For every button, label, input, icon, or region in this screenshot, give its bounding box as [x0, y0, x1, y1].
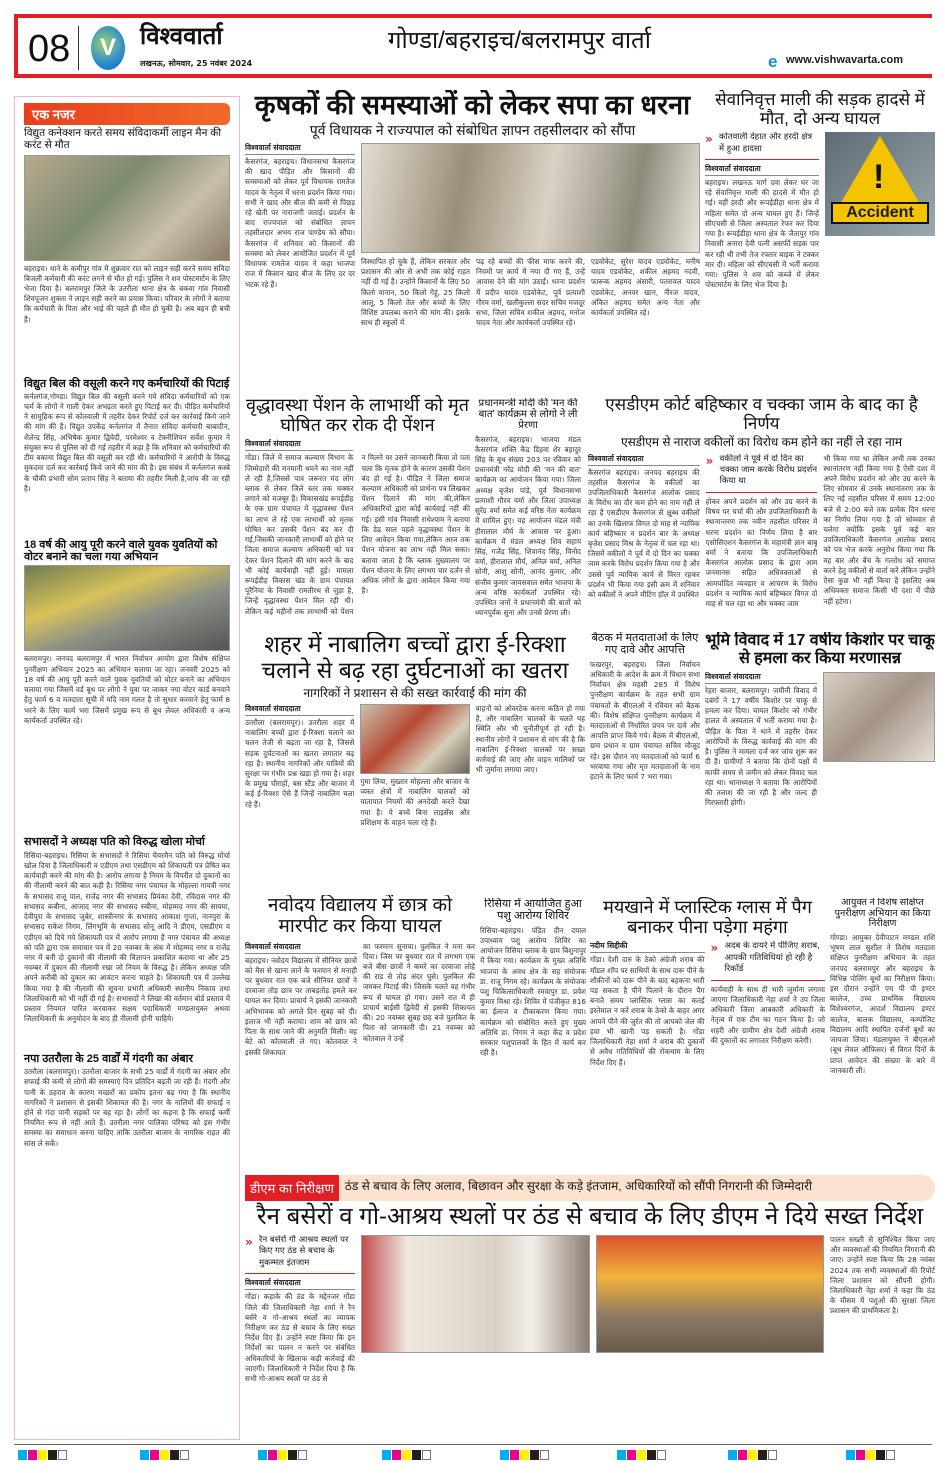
color-swatch: [48, 1450, 57, 1460]
erickshaw-article: [245, 632, 585, 888]
lead-headline[interactable]: कृषकों की समस्याओं को लेकर सपा का धरना: [254, 90, 691, 120]
lead-body: कैसरगंज, बहराइच। विधानसभा कैसरगंज की खाद पीड़ित और किसानों की समस्याओं को लेकर पूर्व विधायक रामतेज यादव के नेतृत्व में धरना प्रदर्शन किया गया। सभी ने खाद और बीज की कमी से पिछड़ रहे खेती पर नाराजगी जताई। प्रदर्शन के बाद राज्यपाल को संबोधित ज्ञापन तहसीलदार अभय राज पाण्डेय को सौंपा। कैसरगंज में शनिवार को किसानों की समस्या को लेकर आयोजित प्रदर्शन में पूर्व विधायक रामतेज यादव ने कहा भाजपा राज में किसान खाद बीज के लिए दर दर भटक रहे हैं।: [245, 156, 355, 289]
article-body: पालन सख्ती से सुनिश्चित किया जाए और व्यवस्थाओं की नियमित निगरानी की जाए। उन्होंने स्पष्ट किया कि 28 नवंबर 2024 तक सभी व्यवस्थाओं की रिपोर्ट जिला प्रशासन को सौंपनी होगी। जिलाधिकारी नेहा शर्मा ने कहा कि ठंड के मौसम में पशुओं की सुरक्षा जिला प्रशासन की प्राथमिकता है।: [830, 1234, 935, 1316]
color-swatch: [38, 1450, 47, 1460]
article-body: कैसरगंज बहराइच। जनपद बहराइच की तहसील कैसरगंज के वकीलों का उपजिलाधिकारी कैसरगंज आलोक प्रसाद के विरोध का दौर कम होने का नाम नहीं ले रहा है एसडीएम कैसरगंज से क्षुब्ध वकीलों का उनके खिलाफ विगत दो माह से न्यायिक कार्य बहिष्कार व प्रदर्शन बार के अध्यक्ष बृजेश प्रसाद मिश्र के नेतृत्व में चल रहा था। जिसमें वकीलों ने पूर्व में दो दिन का चक्का जाम करके विरोध प्रदर्शन किया गया है और उससे पूर्व न्यायिक कार्य से विरत रहकर प्रदर्शन भी किया गया इसी क्रम में शनिवार को वकीलों ने अपने मीटिंग हॉल में उपस्थित: [588, 467, 700, 600]
crosshair-mark-icon: [422, 1450, 431, 1460]
crosshair-mark-icon: [540, 1450, 549, 1460]
crosshair-mark-icon: [298, 1450, 307, 1460]
ek-nazar-tab: एक नजर: [24, 103, 230, 125]
double-chevron-icon: »: [245, 1234, 253, 1249]
color-swatch: [627, 1450, 636, 1460]
crosshair-mark-icon: [886, 1450, 895, 1460]
color-swatch: [268, 1450, 277, 1460]
mayakhane-col-1: [590, 941, 705, 1167]
navodaya-article: [245, 895, 475, 1167]
article-body: गोंडा। देशी दारु के ठेको अंग्रेजी शराब की मॉडल शॉप पर साथियों के साथ दारू पीने के शौकीनों को दारू पीने के बाद बहकना भारी पड़ सकता है पीने पिलाने के दौरान पैग बनाते समय प्लास्टिक ग्लास का कतई इस्तेमाल न करें शराब के ठेको के बाहर अगर आपने पीने की जुर्रत की तो आपको जेल की हवा भी खानी पड़ सकती है। गोंडा जिलाधिकारी नेहा शर्मा ने शराब की दुकानों से अवैध गतिविधियों की रोकथाम के लिए निर्देश दिए हैं।: [590, 955, 705, 1067]
color-swatch: [856, 1450, 865, 1460]
article-body: गोण्डा। आयुक्त देवीपाटन मण्डल शशि भूषण लाल सुशील ने विशेष मतदाता संक्षिप्त पुनरीक्षण अभियान के तहत जनपद बलरामपुर और बहराइच के विभिन्न पोलिंग बूथों का निरीक्षण किया। इस दौरान उन्होंने एम पी पी इण्टर कालेज, उच्च प्राथमिक विद्यालय विशेश्वरगंज, आदर्श विद्यालय इण्टर कालेज, बालक विद्यालय, कम्पोजिट विद्यालय आदि स्थापित दर्जनों बूथों का जायजा लिया। मंडलायुक्त ने बीएलओ (बूथ लेवल ऑफिसर) से विगत दिनों के प्राप्त आवेदन की संख्या के बारे में जानकारी ली।: [830, 932, 935, 1075]
lead-story: [245, 90, 700, 382]
color-swatch: [278, 1450, 287, 1460]
color-swatch: [758, 1450, 767, 1460]
accident-photo: [825, 132, 935, 236]
color-registration-bar: [140, 1450, 189, 1460]
color-registration-bar: [382, 1450, 431, 1460]
bhumi-article: [705, 632, 935, 888]
right-lead-body: [705, 132, 819, 382]
bhumi-col-1: [705, 672, 817, 888]
rain-basera-headline[interactable]: रैन बसेरों व गो-आश्रय स्थलों पर ठंड से बचाव के लिए डीएम ने दिये सख्त निर्देश: [256, 1203, 924, 1230]
color-swatch: [876, 1450, 885, 1460]
color-registration-bar: [18, 1450, 67, 1460]
rain-basera-photo-1: [361, 1235, 590, 1353]
rain-basera-article: [245, 1175, 935, 1440]
double-chevron-icon: »: [710, 941, 719, 956]
callout-text: रैन बसेरों गौ आश्रय स्थलों पर किए गए ठंड से बचाव के मुकम्मल इंतजाम: [259, 1234, 349, 1268]
byline: विश्ववार्ता संवाददाता: [245, 1278, 355, 1290]
globe-logo-icon: V: [91, 26, 125, 70]
color-swatch: [637, 1450, 646, 1460]
lead-body: विस्थापित हो चुके हैं, लेकिन सरकार और प्रशासन की ओर से अभी तक कोई राहत नहीं दी गई है। उन्होंने किसानों के लिए 50 किलो यानान, 50 किलो गेहूं, 25 किलो आलू, 5 किलो तेल और बच्चों के लिए विशिष्ट उपलब्ध कराने की मांग की। इसके साथ ही स्कूलों में: [361, 256, 470, 328]
section-title: गोण्डा/बहराइच/बलरामपुर वार्ता: [388, 27, 651, 54]
article-body: वाहनों को ओवरटेक करना कठिन हो गया है, और नाबालिग चालकों के चलते यह स्थिति और भी चुनौतीपूर्ण हो रही है। स्थानीय लोगों ने प्रशासन से मांग की है कि नाबालिग ई-रिक्शा चालकों पर सख्त कार्रवाई की जाए और वाहन मालिकों पर भी जुर्माना लगाया जाए।: [475, 703, 585, 775]
color-swatch: [617, 1450, 626, 1460]
baithak-article: [590, 632, 700, 888]
article-body: बहराइच। लखनऊ मार्ग दवा लेकर घर जा रहे सेवानिवृत्त माली की हादसे में मौत हो गई। वहीं हरदी और रूपईडीहा थाना क्षेत्र में महिला समेत दो अन्य घायल हुए हैं। जिन्हें सीएचसी से जिला अस्पताल रेफर कर दिया गया है। रूपईडीहा थाना क्षेत्र के जैतापुर गांव निवासी अनारा देवी पत्नी असर्फी सड़क पार कर रही थी तभी तेज रफ्तार बाइक ने टक्कर मार दी। महिला को सीएचसी में भर्ती कराया गया। पुलिस ने शव को कब्जे में लेकर पोस्टमार्टम के लिए भेज दिया है।: [705, 178, 819, 290]
article-body: गोंडा। जिले में समाज कल्याण विभाग के जिम्मेदारों की मनमानी थमने का नाम नहीं ले रही है,जिससे पात्र जरूरत मंद लोग ब्लाक से लेकर जिले स्तर तक चक्कर लगाने को मजबूर हैं। विकासखंड रूपईडीह के एक ग्राम पंचायत में वृद्धावस्था पेंशन का लाभ ले रहे एक लाभार्थी को मृतक घोषित कर उसकी पेंशन बंद कर दी गई,जिसकी जानकारी लाभार्थी को होने पर जिला समाज कल्याण अधिकारी को पत्र देकर पेंशन दिलाने की मांग करने के बाद भी कोई कार्यवाही नहीं हुई। मामला रूपईडीह विकास खंड के ग्राम पंचायत पूरैनिया के निवासी रामतीरथ से जुड़ा है, जिन्हें वृद्धावस्था पेंशन मिल रही थी। लेकिन कई महीनों तक लाभार्थी को पेंशन न मिलने पर उसने जानकारी किया तो पता चला कि मृतक होने के कारण उसकी पेंशन बंद हो गई है। पीड़ित ने जिला समाज कल्याण अधिकारी को प्रार्थना पत्र लिखकर पेंशन दिलाने की मांग की,लेकिन अधिकारियों द्वारा कोई कार्यवाई नहीं की गई। इसी गांव निवासी राधेश्याम ने बताया कि डेढ़ साल पहले वृद्धावस्था पेंशन के लिए आवेदन किया गया,लेकिन आज तक पेंशन योजना का लाभ नहीं मिल सका। बताया जाता है कि ब्लाक मुख्यालय पर पेंशन योजना के लिए लगभग चार दर्जन से अधिक लोगों के द्वारा आवेदन किया गया है।: [245, 453, 470, 616]
callout: [705, 132, 819, 160]
double-chevron-icon: »: [705, 132, 713, 147]
left-column: [14, 96, 240, 1440]
article-body: रिसिया-बहराइच। पंडित दीन दयाल उपाध्याय पशु आरोग्य शिविर का आयोजन रिसिया ब्लाक के ग्राम बिशुनापुर में किया गया। कार्यक्रम के मुख्य अतिथि भाजपा के अवध क्षेत्र के सह संयोजक डा. राजू निगम रहे। कार्यक्रम के संयोजक पशु चिकित्साधिकारी रमवापुर डा. प्रवेश कुमार मिश्रा रहे। शिविर में पंजीकृत 816 का ईलाज व टीकाकरण किया गया। कार्यक्रम को संबोधित करते हुए मुख्य अतिथि डा. निगम ने कहा केंद्र व प्रदेश सरकार पशुपालकों के हित में कार्य कर रही है।: [480, 925, 586, 1058]
article-body: गोंडा। कड़ाके की ठंड के मद्देनजर गोंडा जिले की जिलाधिकारी नेहा शर्मा ने रैन बसेरे व गो-आश्रय स्थलों का व्यापक निरीक्षण कर ठंड से बचाव के लिए सख्त निर्देश दिए हैं। उन्होंने स्पष्ट किया कि इन निर्देशों का पालन न करने पर संबंधित अधिकारियों के खिलाफ कड़ी कार्रवाई की जाएगी। जिलाधिकारी ने निर्देश दिया है कि सभी गो-आश्रय स्थलों पर ठंड से: [245, 1292, 355, 1384]
color-swatch: [28, 1450, 37, 1460]
right-lead: [705, 90, 935, 382]
right-lead-headline[interactable]: सेवानिवृत्त माली की सड़क हादसे में मौत, दो अन्य घायल: [715, 90, 925, 129]
byline: नदीम सिद्दीकी: [590, 941, 705, 953]
pension-headline[interactable]: वृद्धावस्था पेंशन के लाभार्थी को मृत घोषित कर रोक दी पेंशन: [245, 395, 469, 436]
article-body: उतरौला (बलरामपुर)। उतरौला बाजार के सभी 25 वार्डों में गंदगी का अंबार और सफाई की कमी से लोगों की समस्याएं दिन प्रतिदिन बढ़ती जा रही हैं। गंदगी और पानी के ठहराव के कारण मच्छरों का प्रकोप इतना बढ़ गया है कि स्थानीय नागरिकों ने प्रशासन से इसकी शिकायत की है। नगर के नालियों की सफाई न होने से गंदा पानी सड़कों पर बह रहा है। लोगों का कहना है कि सफाई कर्मी नियमित रूप से नहीं आते हैं। उतरौला नगर पालिका परिषद को इस गंभीर समस्या का समाधान करना चाहिए ताकि उतरौला बाजार के नागरिक राहत की सांस ले सकें।: [24, 1067, 230, 1148]
rain-basera-photo-2: [596, 1235, 825, 1353]
color-swatch: [288, 1450, 297, 1460]
byline: विश्ववार्ता संवाददाता: [245, 942, 357, 954]
article-body: रिसिया-बहराइच। रिसिया के सभासदों ने रिसिया चेयरमैन पति को विरुद्ध मोर्चा खोल दिया है जिलाधिकारी व एडीएम तथा एसडीएम को शिकायती पत्र प्रेषित कर कार्यवाही करने की मांग की है। आरोप लगाया है नियम के विपरीत दो दुकानों का की नीलामी करने की बात कही है। रिसिया नगर पंचायत के मोहल्ला गायत्री नगर के सभासद राजू पाल, राजेंद्र नगर की सभासद प्रियंका देवी, रविदास नगर की सभासद कबीना, आजाद नगर की सभासद रुबीना, मोहम्मद नगर की सायमा, देवीपुरा के सभासद जुबेर, शास्त्रीनगर के सभासद आकाश गुप्ता, नानपुरा के सभासद राकेश निगम, लिंगभूमि के सभासद सोनू आदि ने डीएम, एसडीएम व एडीएम को दिये गये शिकायती पत्र में आरोप लगाया है नगर पंचायत की अध्यक्ष को पति द्वारा एक समाचार पत्र में 20 नवम्बर के अंक में मोहम्मद नगर व राजेंद्र नगर में बनी दो दुकानों की नीलामी की विज्ञापन प्रकाशित कराया था और 25 नवम्बर में दुकान की नीलामी रखा जो नियम के विरुद्ध है। लेकिन अध्यक्ष पति अपने करीबी को दुकान का आवंटन करना चाहते है। शिकायती पत्र में उल्लेख किया गया है की नीलामी की सूचना प्रभारी अधिकारी स्थानीय निकाय तथा जिलाधिकारी को भी नहीं दी गई है। सभासदों ने लिखा की वर्तमान बोर्ड प्रस्ताव में प्रस्ताव नियमत पारित करवाकर सक्षम पदाधिकारी मण्डलायुक्त अथवा जिलाधिकारी के अनुमोदन के बाद ही नीलामी होनी चाहिये।: [24, 850, 230, 1024]
lead-subheadline: पूर्व विधायक ने राज्यपाल को संबोधित ज्ञापन तहसीलदार को सौंपा: [309, 122, 636, 139]
navodaya-col-1: [245, 942, 357, 1167]
article-headline[interactable]: सभासदों ने अध्यक्ष पति को विरुद्ध खोला मोर्चा: [24, 836, 205, 849]
byline: विश्ववार्ता संवाददाता: [705, 672, 817, 684]
color-registration-bar: [500, 1450, 549, 1460]
sdm-col-2: [706, 454, 818, 624]
sdm-subheadline: एसडीएम से नाराज वकीलों का विरोध कम होने का नहीं ले रहा नाम: [620, 435, 903, 450]
color-swatch: [170, 1450, 179, 1460]
article-body: उतरौला (बलरामपुर)। उतरौला शहर में नाबालिग बच्चों द्वारा ई-रिक्शा चलाने का चलन तेजी से बढ़ता जा रहा है, जिससे सड़क दुर्घटनाओं का खतरा लगातार बढ़ रहा है। स्थानीय नागरिकों और यात्रियों की सुरक्षा पर गंभीर प्रश्न खड़ा हो गया है। शहर के प्रमुख चौराहों, बस स्टैंड और बाजार में कई ई-रिक्शा ऐसे हैं जिन्हें नाबालिग चला रहे हैं।: [245, 717, 355, 809]
lead-body: एडवोकेट, सुरेश यादव एडवोकेट, मनीष यादव एडवोकेट, शकील अहमद नदवी, फारूक अहमद अंसारी, पतरावल यादव एडवोकेट, अनवर खान, नीरज यादव, अंकित अहमद समेत अन्य नेता और कार्यकर्ता उपस्थित रहे।: [591, 256, 700, 317]
callout: [711, 941, 826, 980]
erickshaw-col-1: [245, 704, 354, 888]
color-registration-bar: [846, 1450, 895, 1460]
mayakhane-headline[interactable]: मयखाने में प्लास्टिक ग्लास में पैग बनाकर पीना पड़ेगा महंगा: [603, 897, 812, 938]
article-body: कैसरगंज, बहराइच। भाजपा मंडल कैसरगंज शक्ति केंद्र डिहवा शेर बहादुर सिंह के बूथ संख्या 203 पर रविवार को प्रधानमंत्री नरेंद्र मोदी की 'मन की बात' कार्यक्रम का आयोजन किया गया। जिला अध्यक्ष बृजेश पांडे, पूर्व विधानसभा प्रत्याशी गौरव वर्मा और जिला उपाध्यक्ष सुरेंद्र वर्मा समेत कई वरिष्ठ नेता कार्यक्रम में शामिल हुए। यह आयोजन मंडल मंत्री हीरालाल मौर्य के आवास पर हुआ।कार्यक्रम में मंडल अध्यक्ष शिव सहाय सिंह, गजेंद्र सिंह, शिवानंद सिंह, विनोद वर्मा, हीरालाल मौर्य, अनिल वर्मा, अनिल सोनी, आशु सोनी, आनंद कुमार, और संजीव कुमार जायसवाल समेत भाजपा के अन्य वरिष्ठ कार्यकर्ता उपस्थित रहे। उपस्थित जनों ने प्रधानमंत्री की बातों को ध्यानपूर्वक सुना और उनसे प्रेरणा ली।: [475, 434, 581, 618]
color-swatch: [150, 1450, 159, 1460]
color-registration-bar: [617, 1450, 666, 1460]
banner-tag: डीएम का निरीक्षण: [245, 1175, 339, 1201]
callout: [706, 454, 818, 493]
browser-e-icon: e: [768, 52, 778, 71]
masthead: [14, 14, 932, 78]
article-headline[interactable]: विद्युत कनेक्शन करते समय संविदाकर्मी लाइन मैन की करंट से मौत: [24, 127, 222, 151]
paper-name: विश्ववार्ता: [140, 23, 223, 50]
erickshaw-subheadline: नागरिकों ने प्रशासन से की सख्त कार्रवाई की मांग की: [303, 685, 527, 700]
article-body: बहराइच। नवोदय विद्यालय में सीनियर छात्रों को मैस से खाना लाने के फरमान से मनाही पर बुधवार रात एक बजे सीनियर छात्रों ने दरवाजा तोड़ छात्र पर ताबड़तोड़ हमले कर घायल कर दिया। प्राचार्य ने इसकी जानकारी अभिभावक को अगले दिन सुबह को दी। इलाज भी नहीं कराया। शाम को छात्र को पिता के साथ जाने की अनुमति मिली। वह बेटे को कोतवाली ले गए। कोतवाल ने इसकी शिकायत: [245, 955, 357, 1057]
color-swatch: [520, 1450, 529, 1460]
mayakhane-article: [590, 897, 825, 1167]
banner-text: ठंड से बचाव के लिए अलाव, बिछावन और सुरक्षा के कड़े इंतजाम, अधिकारियों को सौंपी निगरानी की जिम्मेदारी: [344, 1179, 813, 1193]
byline: विश्ववार्ता संवाददाता: [588, 454, 700, 466]
byline: विश्ववार्ता संवाददाता: [245, 704, 354, 716]
color-swatch: [402, 1450, 411, 1460]
masthead-divider: [78, 26, 79, 70]
color-swatch: [18, 1450, 27, 1460]
byline: विश्ववार्ता संवाददाता: [705, 164, 819, 176]
rain-basera-col-1: [245, 1235, 355, 1440]
bhumi-headline[interactable]: भूमि विवाद में 17 वर्षीय किशोर पर चाकू से हमला कर किया मरणासन्न: [705, 632, 935, 667]
article-headline[interactable]: बैठक में मतदाताओं के लिए गए दावे और आपत्ति: [591, 632, 699, 657]
sdm-headline[interactable]: एसडीएम कोर्ट बहिष्कार व चक्का जाम के बाद का है निर्णय: [605, 395, 918, 434]
article-headline[interactable]: 18 वर्ष की आयु पूरी करने वाले युवक युवतियों को वोटर बनाने का चला गया अभियान: [24, 538, 218, 564]
color-swatch: [412, 1450, 421, 1460]
double-chevron-icon: »: [705, 453, 714, 468]
crosshair-mark-icon: [657, 1450, 666, 1460]
article-headline[interactable]: रिसिया में आयोजित हुआ पशु आरोग्य शिविर: [484, 898, 582, 923]
callout-text: कोतवाली देहात और हरदी क्षेत्र में हुआ हादसा: [719, 132, 813, 154]
byline: विश्ववार्ता संवाददाता: [245, 143, 355, 155]
erickshaw-headline[interactable]: शहर में नाबालिग बच्चों द्वारा ई-रिक्शा चलाने से बढ़ रहा दुर्घटनाओं का खतरा: [261, 632, 569, 683]
article-body: का फरमान सुनाया। पुलकित ने मना कर दिया। जिस पर बुधवार रात में लगभग एक बजे बीस छात्रों ने कमरे का दरवाजा लोहे की राड से तोड़ अंदर घुसे। पुलकित की जमकर पिटाई की। जिसके चलते वह गंभीर रूप से घायल हो गया। उसने रात में ही प्राचार्य बाईसी द्विवेदी से इसकी शिकायत की। 20 नवम्बर सुबह छह बजे पुलकित के पिता को जानकारी दी। 21 नवम्बर को कोतवाल ने उन्हें: [363, 941, 475, 1043]
color-swatch: [510, 1450, 519, 1460]
crosshair-mark-icon: [180, 1450, 189, 1460]
color-swatch: [140, 1450, 149, 1460]
page-number: 08: [28, 28, 71, 70]
article-body: भी किया गया था लेकिन अभी तक उनका स्थानांतरण नहीं किया गया है ऐसी दशा में अपने विरोध प्रदर्शन को और उग्र करने के लिए सोमवार से उनके स्थानांतरण तक के लिए नई तहसील परिसर में समय 12:00 बजे से 2:00 बजे तक प्रत्येक दिन धरना का निर्णय लिया गया है जो सोमवार से चलेगा क्योंकि इसके पूर्व कई बार उपजिलाधिकारी कैसरगंज आलोक प्रसाद को पत्र भेज करके अनुरोध किया गया कि वह बार और बेंच के गतरोध को समाप्त करने हेतु वकीलों से वार्ता करें लेकिन उन्होंने ऐसा कुछ भी नहीं किया है इसलिए अब अधिवक्ता समाज किसी भी दशा में पीछे नहीं हटेगा।: [823, 453, 935, 606]
crosshair-mark-icon: [58, 1450, 67, 1460]
article-body: बलरामपुर। जनपद बलरामपुर में भारत निर्वाचन आयोग द्वारा विशेष संक्षिप्त पुनरीक्षण अभियान 2025 का अभियान चलाया जा रहा। जनवरी 2025 को 18 वर्ष की आयु पूरी करने वाले युवक युवतियों को वोटर बनाने का अभियान चलाया गया जिसमें वर्ड बूथ पर लोगो ने युवा पर जाकर नया वोटर कार्ड बनवाने हेतु फार्म 6 व मतदाता सूची में यदि नाम गलत है तो सुधार करवाने हेतु फार्म 8 भरने के लिए फार्म भरा जिसमें प्रमुख रूप से बूथ लेवल अधिकारी व अन्य कार्यकर्ता उपस्थित रहे।: [24, 654, 230, 725]
color-swatch: [258, 1450, 267, 1460]
article-body: रेहरा बाजार, बलरामपुर। जमीनी विवाद में दबंगों ने 17 वर्षीय किशोर पर चाकू से हमला कर दिया। घायल किशोर को गंभीर हालत में अस्पताल में भर्ती कराया गया है। पीड़ित के पिता ने थाने में तहरीर देकर आरोपियों के विरुद्ध कार्रवाई की मांग की है। पुलिस ने मामला दर्ज कर जांच शुरू कर दी है। ग्रामीणों ने बताया कि दोनों पक्षों में काफी समय से जमीन को लेकर विवाद चल रहा था। थानाध्यक्ष ने बताया कि आरोपियों की तलाश की जा रही है और जल्द ही गिरफ्तारी होगी।: [705, 685, 817, 808]
accident-label: Accident: [831, 202, 929, 224]
article-headline[interactable]: आयुक्त ने विशेष संक्षिप्त पुनरीक्षण अभियान का किया निरीक्षण: [834, 898, 931, 930]
lead-body: पढ़ रहे बच्चों की फीस माफ करने की, नियमों पर कार्य में नया दौ गए हैं, उन्हें आवास देने की मांग उठाई। धरना प्रदर्शन में प्रदीप यादव एडवोकेट, पूर्व प्रत्याशी गौरव वर्मा, खलीकुल्ला सदर सचिव मजदूर सभा, जिला सचिव शकील अहमद, मनोज यादव नेता और कार्यकर्ता उपस्थित रहे।: [476, 256, 585, 328]
mann-ki-baat-article: [475, 398, 581, 623]
color-swatch: [748, 1450, 757, 1460]
lead-photo: [361, 143, 700, 253]
bhumi-photo: [823, 672, 935, 762]
navodaya-headline[interactable]: नवोदय विद्यालय में छात्र को मारपीट कर किया घायल: [267, 895, 453, 938]
article-headline[interactable]: विद्युत बिल की वसूली करने गए कर्मचारियों की पिटाई: [24, 377, 230, 390]
color-registration-bar: [258, 1450, 307, 1460]
erickshaw-photo: [360, 704, 469, 774]
color-swatch: [866, 1450, 875, 1460]
article-body: बहराइच। थाने के कमीपुर गांव में शुक्रवार रात को लाइन सही करने समय संविदा बिजली कर्मचारी की करंट लगने से मौत हो गई। पुलिस ने शव पोस्टमार्टम के लिए भेजा दिया है। बलरामपुर जिले के उतरौला थाना क्षेत्र के बकवा गांव निवासी शिवपूजन शुक्ला ने लाइन सही करने का प्रयास किया। परिवार के लोगों ने बताया कि कर्मचारी के पिता और भाई की पहले ही मौत हो चुकी है। अब बहन ही बची है।: [24, 263, 230, 324]
lead-col-1: [245, 143, 355, 382]
website-link[interactable]: www.vishwavarta.com: [786, 54, 903, 66]
article-headline[interactable]: नपा उतरौला के 25 वार्डों में गंदगी का अंबार: [24, 1052, 193, 1065]
pension-article: [245, 395, 470, 623]
article-body: फखरपुर, बहराइच। जिला निर्वाचन अधिकारी के आदेश के क्रम में विधान सभा निर्वाचन क्षेत्र महसी 285 में विशेष पुनरीक्षण कार्यक्रम के तहत सभी ग्राम पंचायतों के बीएलओ ने रविवार को बैठक की। विशेष संक्षिप्त पुनरीक्षण कार्यक्रम में मतदाताओं से निर्धारित प्रपत्र पर दावे और आपत्ति प्राप्त किये गये। बैठक में बीएलओ, ग्राम प्रधान व ग्राम पंचायत सचिव मौजूद रहे। इस दौरान नए मतदाताओं को फार्म 6 भरवाया गया और मृत मतदाताओं के नाम हटाने के लिए फार्म 7 भरा गया।: [590, 659, 700, 782]
color-swatch: [738, 1450, 747, 1460]
callout: [245, 1235, 355, 1274]
inspection-banner: [245, 1175, 935, 1201]
article-photo: [24, 155, 230, 261]
callout-text: वकीलों ने पूर्व में दो दिन का चक्का जाम करके विरोध प्रदर्शन किया था: [719, 453, 818, 487]
article-headline[interactable]: प्रधानमन्त्री मोदी की 'मन की बात' कार्यक्रम से लोगो ने ली प्रेरणा: [478, 398, 578, 432]
exclamation-mark: !: [873, 158, 885, 197]
byline: विश्ववार्ता संवाददाता: [245, 439, 353, 451]
mayakhane-col-2: [711, 941, 826, 1167]
crosshair-mark-icon: [768, 1450, 777, 1460]
color-swatch: [846, 1450, 855, 1460]
ayukt-article: [830, 898, 935, 1167]
color-swatch: [728, 1450, 737, 1460]
color-swatch: [160, 1450, 169, 1460]
article-photo: [24, 565, 230, 651]
color-swatch: [392, 1450, 401, 1460]
erickshaw-col-2: [360, 704, 469, 888]
sdm-col-1: [588, 454, 700, 624]
color-swatch: [382, 1450, 391, 1460]
callout-text: अदब के दायरे में पीजिए शराब, आपकी गतिविधियां हो रही है रिकॉर्ड: [724, 941, 820, 975]
article-body: कार्यवाही के साथ ही भारी जुर्माना लगाया जाएगा जिलाधिकारी नेहा शर्मा ने उप जिला अधिकारी जिला आबकारी अधिकारी के नेतृत्व में एक टीम का गठन किया है। जो शहरी और ग्रामीण क्षेत्र देशी अंग्रेजी शराब की दुकानों का लगातार निरीक्षण करेगी।: [710, 984, 825, 1045]
color-swatch: [500, 1450, 509, 1460]
lead-right-part: [361, 143, 700, 382]
article-body: गुमा लिया, मुख्तार मोहल्ला और बाजार के व्यस्त क्षेत्रों में नाबालिग चालकों को यातायात नियमों की अनदेखी करते देखा गया है। ये बच्चे बिना लाइसेंस और प्रशिक्षण के वाहन चला रहे हैं।: [360, 776, 470, 827]
sdm-article: [588, 395, 935, 623]
color-swatch: [647, 1450, 656, 1460]
article-body: कर्नलगंज,गोण्डा। विद्युत बिल की वसूली करने गये संविदा कर्मचारियों को एक फर्म के लोगों ने गाली देकर अभद्रता करते हुए पिटाई कर दी। पीड़ित कर्मचारियों ने सामूहिक रूप से कोतवाली में तहरीर देकर रिपोर्ट दर्ज कर कार्रवाई किये जाने की मांग की है। विद्युत उपकेंद्र कर्नलगंज में तैनात संविदा कर्मचारी बाबादीन, शैलेन्द्र सिंह, अभिषेक कुमार द्विवेदी, परमेश्वर व टेक्नीशियन सर्वेश कुमार ने संयुक्त रूप से पुलिस को दी गई तहरीर में कहा है कि शनिवार को कर्मचारियों की टीम बकाया विद्युत बिल की वसूली कर रही थी। कर्मचारियों ने आरोपी के विरुद्ध मुकदमा दर्ज कर कार्रवाई किये जाने की मांग की है। इस संबंध में कर्नलगंज कस्बे के चौकी प्रभारी सोम प्रताप सिंह ने बताया की तहरीर मिली है,जांच की जा रही है।: [24, 391, 230, 493]
risiya-article: [480, 898, 586, 1167]
dateline: लखनऊ, सोमवार, 25 नवंबर 2024: [140, 59, 253, 68]
color-swatch: [530, 1450, 539, 1460]
article-body: होकर अपने प्रदर्शन को और उग्र करने के विषय पर चर्चा की और उपजिलाधिकारी के स्थानान्तरण तक नवीन तहसील परिसर में धरना प्रदर्शन का निर्णय लिया है बार एसोसिएशन कैसरगंज के महामंत्री ज्ञान बाबू वर्मा ने बताया कि उपजिलाधिकारी कैसरगंज आलोक प्रसाद के द्वारा आम जनमानस सहित अधिवक्ताओं से आमर्यादित व्यवहार व आचरण के विरोध प्रदर्शन व न्यायिक कार्य बहिष्कार विगत दो माह से चल रहा था और चक्का जाम: [705, 496, 818, 609]
footer-rule: [14, 1444, 932, 1445]
color-registration-bar: [728, 1450, 777, 1460]
